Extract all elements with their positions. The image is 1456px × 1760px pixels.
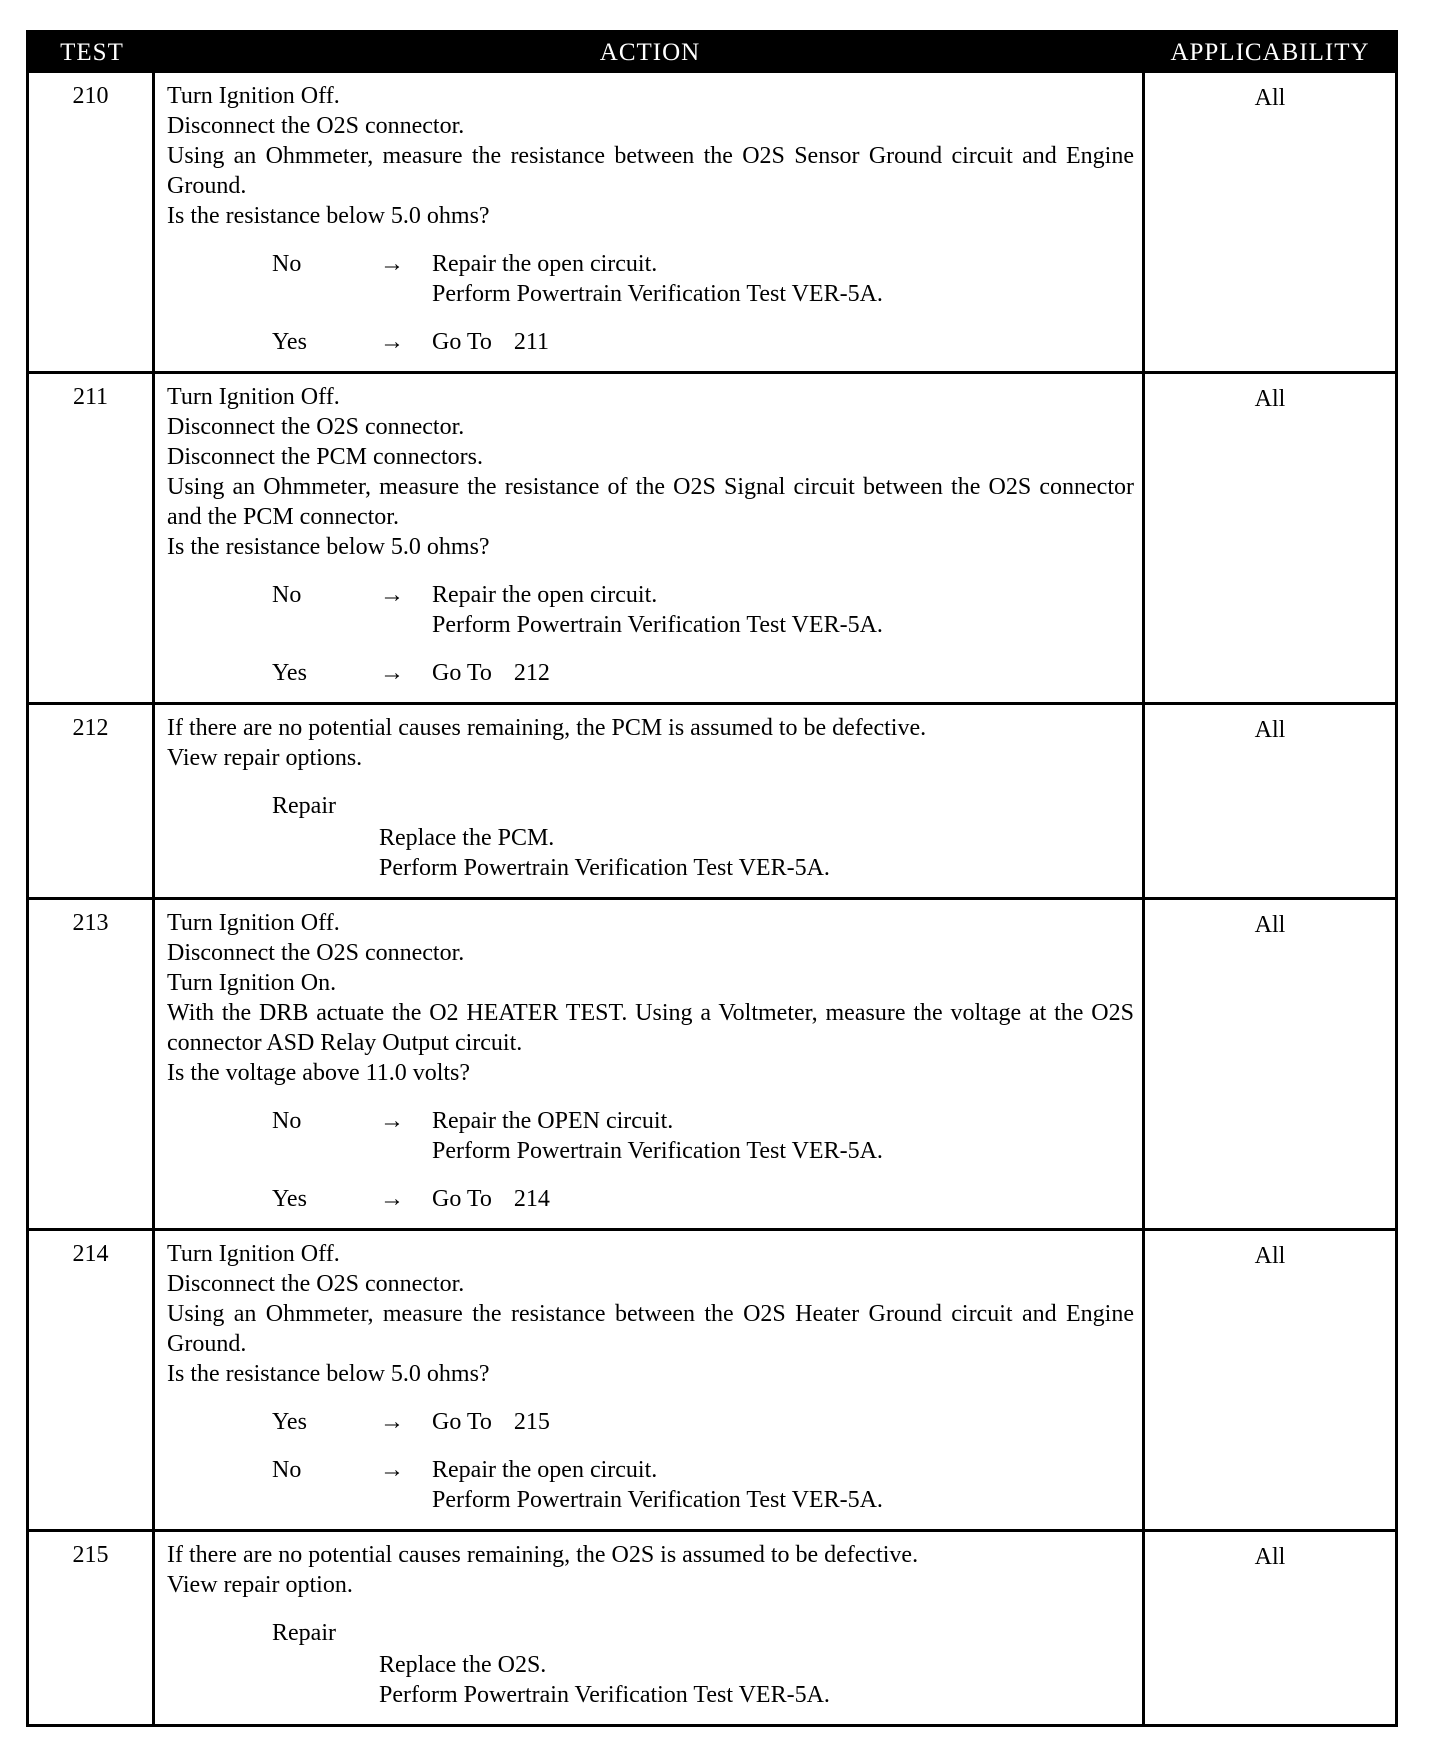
applicability-value: All [1254,386,1286,412]
action-cell [155,73,1145,371]
branch-no [272,1455,1134,1515]
action-cell [155,374,1145,702]
repair-step: Perform Powertrain Verification Test VER-5A. [379,1682,830,1708]
diagnostic-test-table [26,30,1398,1727]
applicability-value: All [1254,912,1286,938]
repair-label: Repair [272,793,336,819]
branch-result [432,580,1134,640]
branch-yes [272,1407,1134,1437]
branch-action: Repair the open circuit. [432,1457,658,1483]
branch-answer: No [272,1457,302,1483]
goto-label: Go To [432,1409,492,1435]
header-applicability: APPLICABILITY [1170,39,1370,66]
table-body [29,73,1395,1724]
branch-answer: No [272,1108,302,1134]
repair-actions [379,823,1134,883]
action-step: If there are no potential causes remaining, the PCM is assumed to be defective. [167,715,927,741]
test-number: 215 [29,1532,155,1724]
action-step: Using an Ohmmeter, measure the resistance between the O2S Heater Ground circuit and Engine Ground. [167,1301,1134,1357]
test-number: 210 [29,73,155,371]
arrow-icon: → [380,660,404,686]
branch-answer: Yes [272,329,307,355]
table-row [29,73,1395,371]
action-step: Is the resistance below 5.0 ohms? [167,534,490,560]
branch-no [272,580,1134,640]
goto-target: 215 [513,1409,550,1435]
action-cell [155,900,1145,1228]
goto-label: Go To [432,329,492,355]
goto-label: Go To [432,1186,492,1212]
action-step: Disconnect the O2S connector. [167,113,465,139]
action-step: Disconnect the O2S connector. [167,414,465,440]
table-row [29,897,1395,1228]
action-cell [155,1532,1145,1724]
action-step: Turn Ignition On. [167,970,337,996]
action-step: Turn Ignition Off. [167,1241,340,1267]
action-step: Turn Ignition Off. [167,83,340,109]
applicability-value: All [1254,1243,1286,1269]
action-step: Disconnect the O2S connector. [167,1271,465,1297]
action-step: Disconnect the O2S connector. [167,940,465,966]
branch-action: Repair the open circuit. [432,251,658,277]
action-step: If there are no potential causes remaining, the O2S is assumed to be defective. [167,1542,919,1568]
arrow-icon: → [380,1457,404,1483]
action-cell [155,705,1145,897]
action-step: Is the resistance below 5.0 ohms? [167,1361,490,1387]
result-branches [167,249,1134,357]
action-step: Is the resistance below 5.0 ohms? [167,203,490,229]
branch-no [272,249,1134,309]
action-step: Turn Ignition Off. [167,384,340,410]
test-number: 213 [29,900,155,1228]
result-branches [167,1407,1134,1515]
applicability-value: All [1254,1544,1286,1570]
action-step: View repair options. [167,745,363,771]
branch-action: Perform Powertrain Verification Test VER-5A. [432,1138,883,1164]
branch-answer: Yes [272,1186,307,1212]
result-branches [167,1106,1134,1214]
branch-answer: Yes [272,660,307,686]
action-step: Using an Ohmmeter, measure the resistance of the O2S Signal circuit between the O2S connector and the PCM connector. [167,474,1134,530]
header-action: ACTION [599,39,701,66]
branch-answer: Yes [272,1409,307,1435]
branch-action: Repair the open circuit. [432,582,658,608]
repair-actions [379,1650,1134,1710]
repair-step: Replace the PCM. [379,825,555,851]
goto-target: 214 [513,1186,550,1212]
branch-action: Perform Powertrain Verification Test VER-5A. [432,612,883,638]
branch-result [432,1184,1134,1214]
arrow-icon: → [380,1108,404,1134]
header-test: TEST [60,39,124,66]
branch-answer: No [272,582,302,608]
arrow-icon: → [380,1186,404,1212]
branch-result [432,1106,1134,1166]
test-number: 211 [29,374,155,702]
action-cell [155,1231,1145,1529]
branch-yes [272,1184,1134,1214]
branch-action: Repair the OPEN circuit. [432,1108,674,1134]
branch-result [432,327,1134,357]
action-step: Disconnect the PCM connectors. [167,444,483,470]
branch-action: Perform Powertrain Verification Test VER-5A. [432,281,883,307]
goto-label: Go To [432,660,492,686]
table-header [29,33,1395,73]
goto-target: 212 [513,660,550,686]
repair-label: Repair [272,1620,336,1646]
table-row [29,1228,1395,1529]
branch-answer: No [272,251,302,277]
arrow-icon: → [380,251,404,277]
test-number: 214 [29,1231,155,1529]
branch-action: Perform Powertrain Verification Test VER-5A. [432,1487,883,1513]
table-row [29,371,1395,702]
action-step: View repair option. [167,1572,353,1598]
branch-result [432,658,1134,688]
branch-yes [272,658,1134,688]
result-branches [167,580,1134,688]
applicability-value: All [1254,717,1286,743]
table-row [29,1529,1395,1724]
branch-result [432,1455,1134,1515]
action-step: Turn Ignition Off. [167,910,340,936]
action-step: Is the voltage above 11.0 volts? [167,1060,471,1086]
arrow-icon: → [380,1409,404,1435]
repair-step: Replace the O2S. [379,1652,547,1678]
goto-target: 211 [513,329,549,355]
applicability-value: All [1254,85,1286,111]
action-step: With the DRB actuate the O2 HEATER TEST. Using a Voltmeter, measure the voltage at the O2S connector ASD Relay Output circuit. [167,1000,1134,1056]
arrow-icon: → [380,582,404,608]
test-number: 212 [29,705,155,897]
arrow-icon: → [380,329,404,355]
table-row [29,702,1395,897]
branch-result [432,249,1134,309]
branch-result [432,1407,1134,1437]
action-step: Using an Ohmmeter, measure the resistance between the O2S Sensor Ground circuit and Engine Ground. [167,143,1134,199]
branch-no [272,1106,1134,1166]
repair-step: Perform Powertrain Verification Test VER-5A. [379,855,830,881]
branch-yes [272,327,1134,357]
